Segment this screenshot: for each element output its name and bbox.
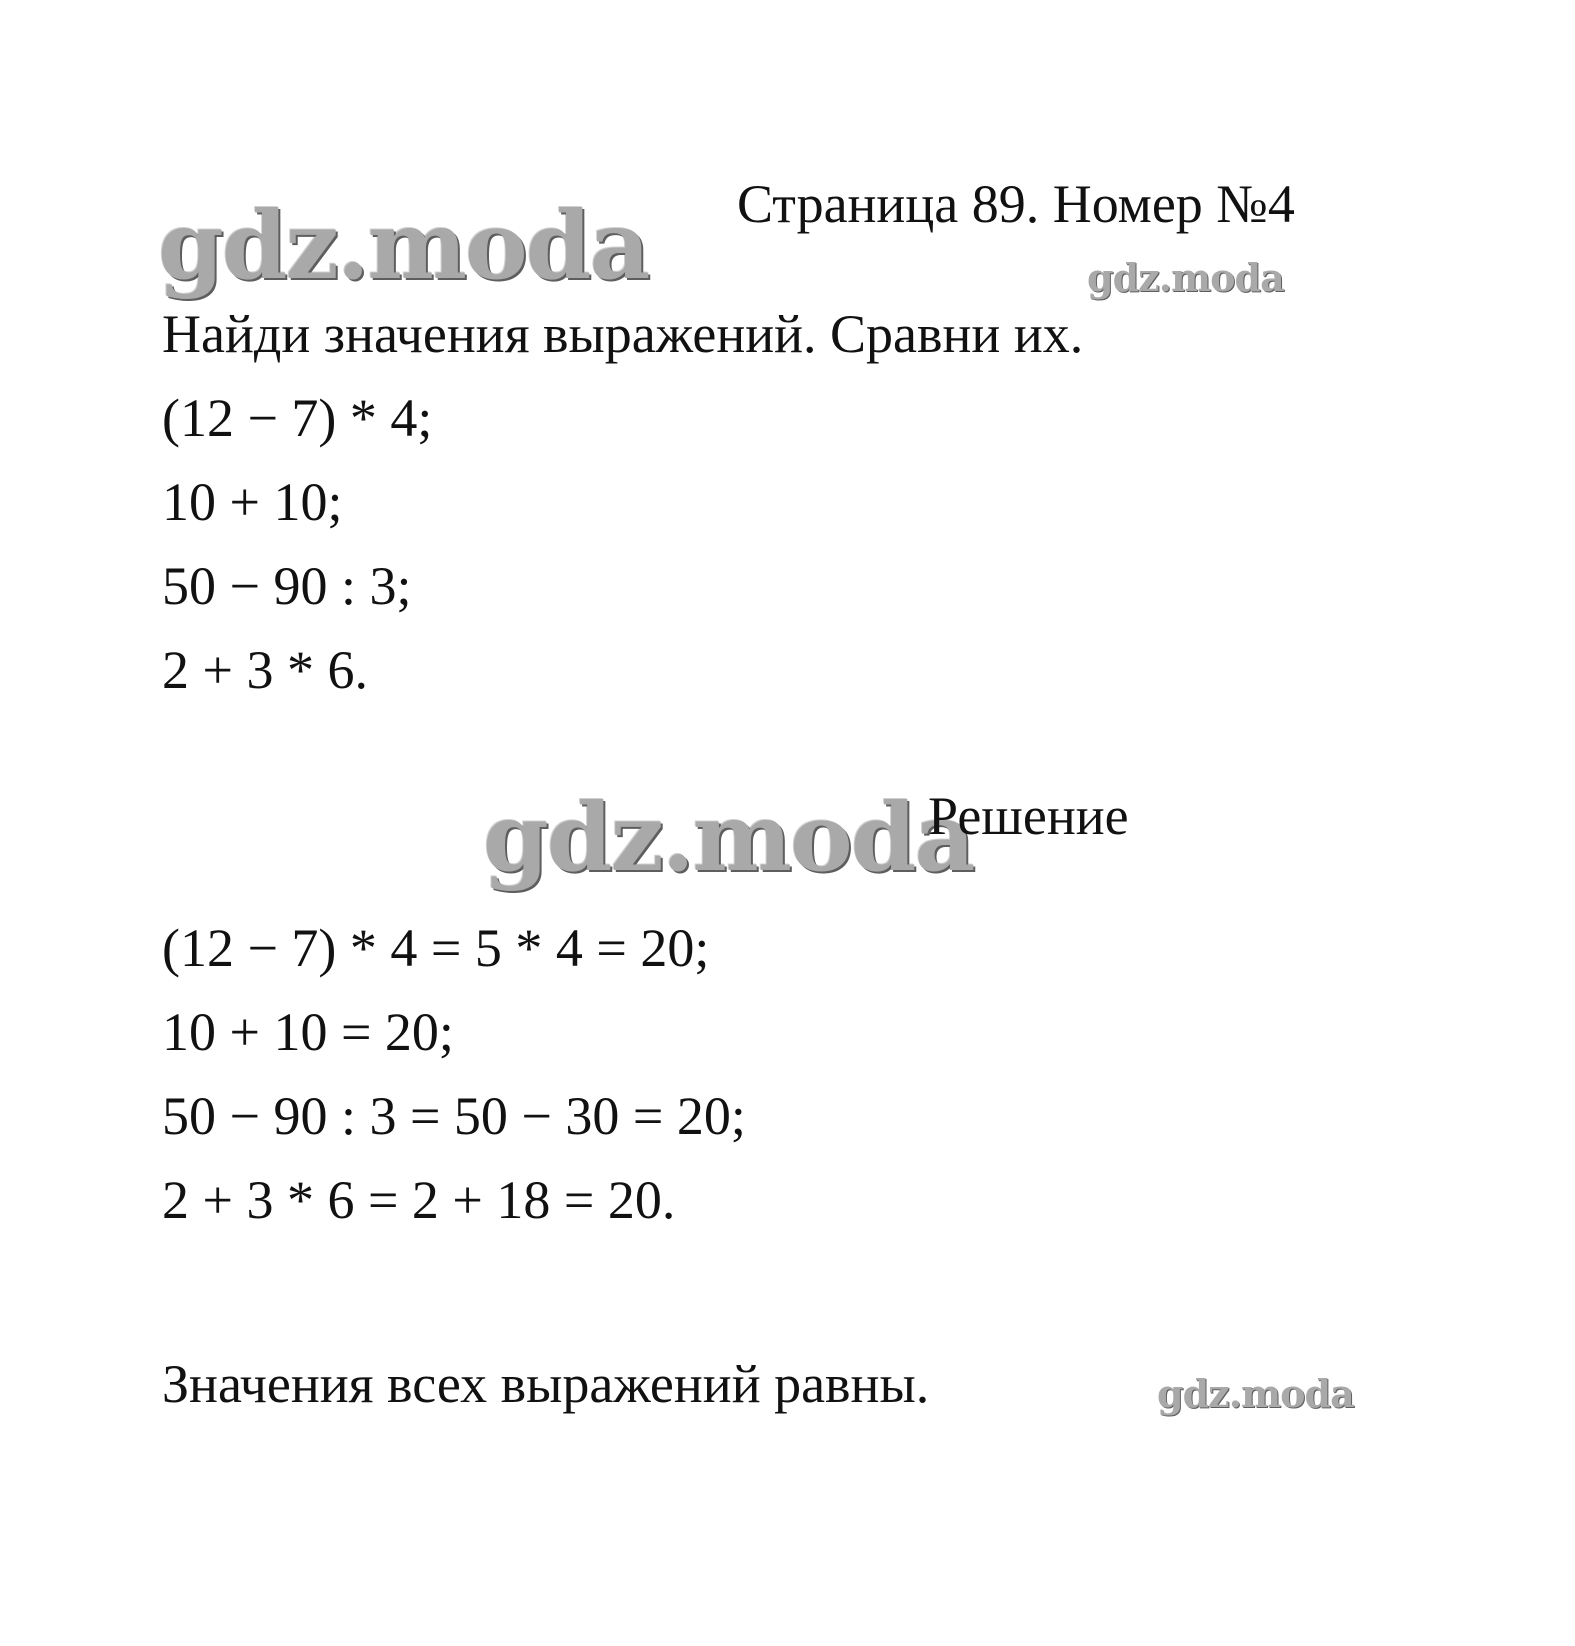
solution-conclusion: Значения всех выражений равны. [162,1354,930,1414]
task-expression: 10 + 10; [162,472,343,532]
watermark-logo: gdz.moda [158,191,649,301]
solution-line: (12 − 7) * 4 = 5 * 4 = 20; [162,918,710,978]
watermark-logo: gdz.moda [483,783,974,893]
solution-line: 2 + 3 * 6 = 2 + 18 = 20. [162,1170,676,1230]
watermark-logo: gdz.moda [1157,1371,1354,1416]
solution-line: 50 − 90 : 3 = 50 − 30 = 20; [162,1086,746,1146]
task-expression: 50 − 90 : 3; [162,556,412,616]
task-expression: (12 − 7) * 4; [162,388,433,448]
task-expression: 2 + 3 * 6. [162,640,368,700]
task-statement: Найди значения выражений. Сравни их. [162,304,1084,364]
watermark-logo: gdz.moda [1087,255,1284,300]
page-title: Страница 89. Номер №4 [737,174,1295,234]
solution-line: 10 + 10 = 20; [162,1002,454,1062]
solution-heading: Решение [928,786,1129,846]
